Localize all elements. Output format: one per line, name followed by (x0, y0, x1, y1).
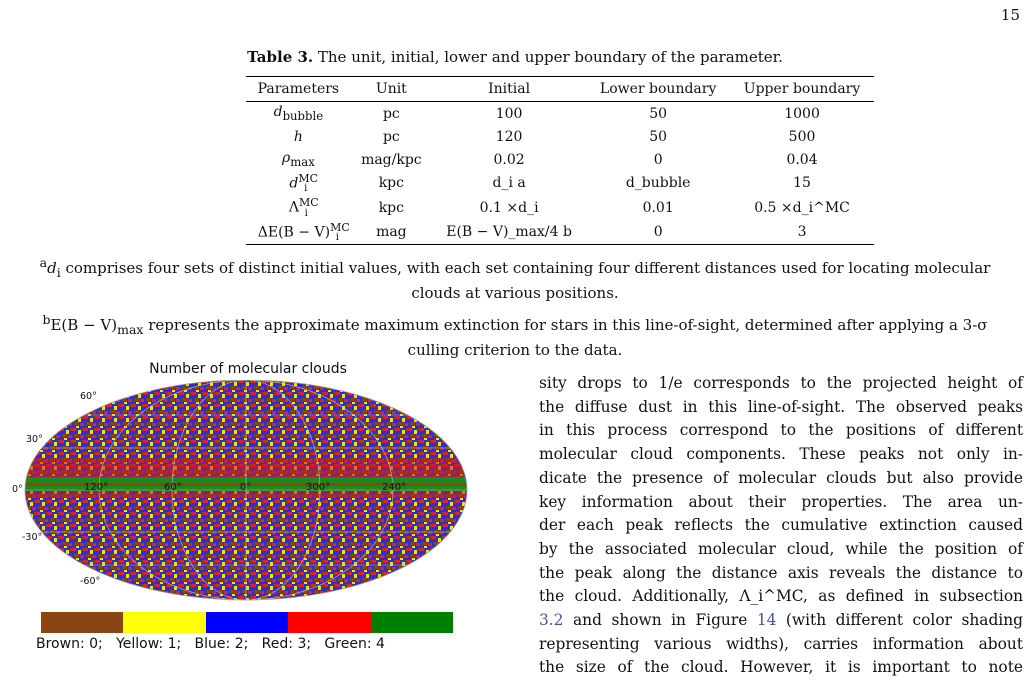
parameter-table (246, 76, 874, 245)
header-initial: Initial (432, 77, 586, 102)
table-header-row (246, 77, 874, 102)
body-line: by the associated molecular cloud, while the position of (539, 539, 1023, 558)
table-row (246, 171, 874, 195)
mollweide-map (0, 380, 496, 615)
table-row (246, 102, 874, 126)
body-line: sity drops to 1/e corresponds to the projected height of (539, 374, 1023, 392)
body-line: the peak along the distance axis reveals the distance to (539, 563, 1023, 582)
lat-label: -60° (80, 576, 101, 587)
unit-cell: mag (351, 220, 432, 245)
initial-cell: 0.02 (493, 151, 525, 168)
header-lower-boundary: Lower boundary (586, 77, 730, 102)
lower-cell: d_bubble (625, 175, 691, 192)
upper-cell: 500 (788, 128, 816, 145)
colorbar-red (288, 612, 370, 633)
param-cell: $d^{MC}_i$ (289, 172, 319, 195)
figure-link[interactable]: 14 (756, 611, 777, 630)
table-row (246, 220, 874, 245)
lat-label: 0° (12, 484, 23, 495)
lower-cell: 0 (653, 151, 663, 168)
lon-label: 60° (164, 482, 182, 493)
upper-cell: 15 (793, 175, 811, 192)
lower-cell: 0.01 (642, 199, 674, 216)
header-upper-boundary: Upper boundary (730, 77, 874, 102)
upper-cell: 1000 (784, 105, 820, 122)
upper-cell: 0.04 (786, 151, 818, 168)
body-line: the size of the cloud. However, it is important to note (539, 658, 1023, 677)
param-cell: $d_{bubble}$ (273, 104, 324, 123)
param-cell: h (293, 128, 303, 145)
colorbar-yellow (123, 612, 205, 633)
header-parameters: Parameters (246, 77, 351, 102)
initial-cell: E(B − V)_max/4 b (432, 220, 586, 245)
initial-cell: 120 (495, 128, 523, 145)
unit-cell: pc (382, 128, 400, 145)
unit-cell: mag/kpc (361, 151, 422, 168)
colorbar-blue (206, 612, 288, 633)
subsection-link[interactable]: 3.2 (539, 611, 564, 630)
lower-cell: 50 (649, 128, 668, 145)
lat-label: 30° (26, 434, 43, 445)
lat-label: -30° (22, 532, 43, 543)
body-line: representing various widths), carries information about (539, 634, 1023, 653)
param-cell: $\rho_{max}$ (281, 150, 315, 169)
upper-cell: 0.5 ×d_i^MC (754, 199, 850, 216)
body-line: der each peak reflects the cumulative extinction caused (539, 516, 1023, 535)
lon-label: 240° (382, 482, 407, 493)
body-line: in this process correspond to the positions of different (539, 421, 1023, 440)
unit-cell: kpc (378, 199, 404, 216)
colorbar-green (371, 612, 453, 633)
table-row (246, 148, 874, 171)
unit-cell: pc (382, 105, 400, 122)
initial-cell: 0.1 ×d_i (479, 199, 539, 216)
footnote-b: $^bE(B - V)_{max}$ represents the approximate maximum extinction for stars in this line-of-sight, determined after applying a 3-σ culling criterion to the data. (42, 312, 988, 359)
body-line: the cloud. Additionally, Λ_i^MC, as defined in subsection (539, 587, 1023, 606)
body-line: key information about their properties. The area un- (539, 492, 1023, 511)
unit-cell: kpc (378, 175, 404, 192)
table-caption (0, 48, 1030, 66)
lon-label: 0° (240, 482, 252, 493)
table-caption-text: The unit, initial, lower and upper boundary of the parameter. (313, 48, 783, 66)
page-number: 15 (1000, 6, 1020, 24)
colorbar (41, 612, 453, 633)
lower-cell: 50 (649, 105, 668, 122)
header-unit: Unit (351, 77, 432, 102)
lat-label: 60° (80, 391, 97, 402)
body-text (539, 372, 1023, 680)
lon-label: 120° (84, 482, 109, 493)
param-cell: $\Lambda^{MC}_i$ (288, 196, 319, 219)
table-caption-label: Table 3. (247, 48, 314, 66)
initial-cell: d_i a (492, 175, 526, 192)
body-line: molecular cloud components. These peaks not only in- (539, 445, 1023, 464)
lower-cell: 0 (586, 220, 730, 245)
body-line: the diffuse dust in this line-of-sight. The observed peaks (539, 397, 1023, 416)
colorbar-labels: Brown: 0; Yellow: 1; Blue: 2; Red: 3; Green: 4 (36, 636, 385, 652)
map-svg (0, 380, 496, 615)
footnote-a: $^ad_i$ comprises four sets of distinct initial values, with each set containing four different distances used for locating molecular clouds at various positions. (39, 255, 991, 302)
colorbar-brown (41, 612, 123, 633)
param-cell: $\Delta E(B - V)^{MC}_i$ (246, 220, 351, 245)
body-line-with-links: 3.2 and shown in Figure 14 (with different color shading (539, 611, 1023, 630)
table-row (246, 195, 874, 219)
table-row (246, 125, 874, 148)
lon-label: 300° (306, 482, 331, 493)
body-line: dicate the presence of molecular clouds but also provide (539, 468, 1023, 487)
upper-cell: 3 (730, 220, 874, 245)
figure-title: Number of molecular clouds (149, 361, 347, 377)
initial-cell: 100 (495, 105, 523, 122)
